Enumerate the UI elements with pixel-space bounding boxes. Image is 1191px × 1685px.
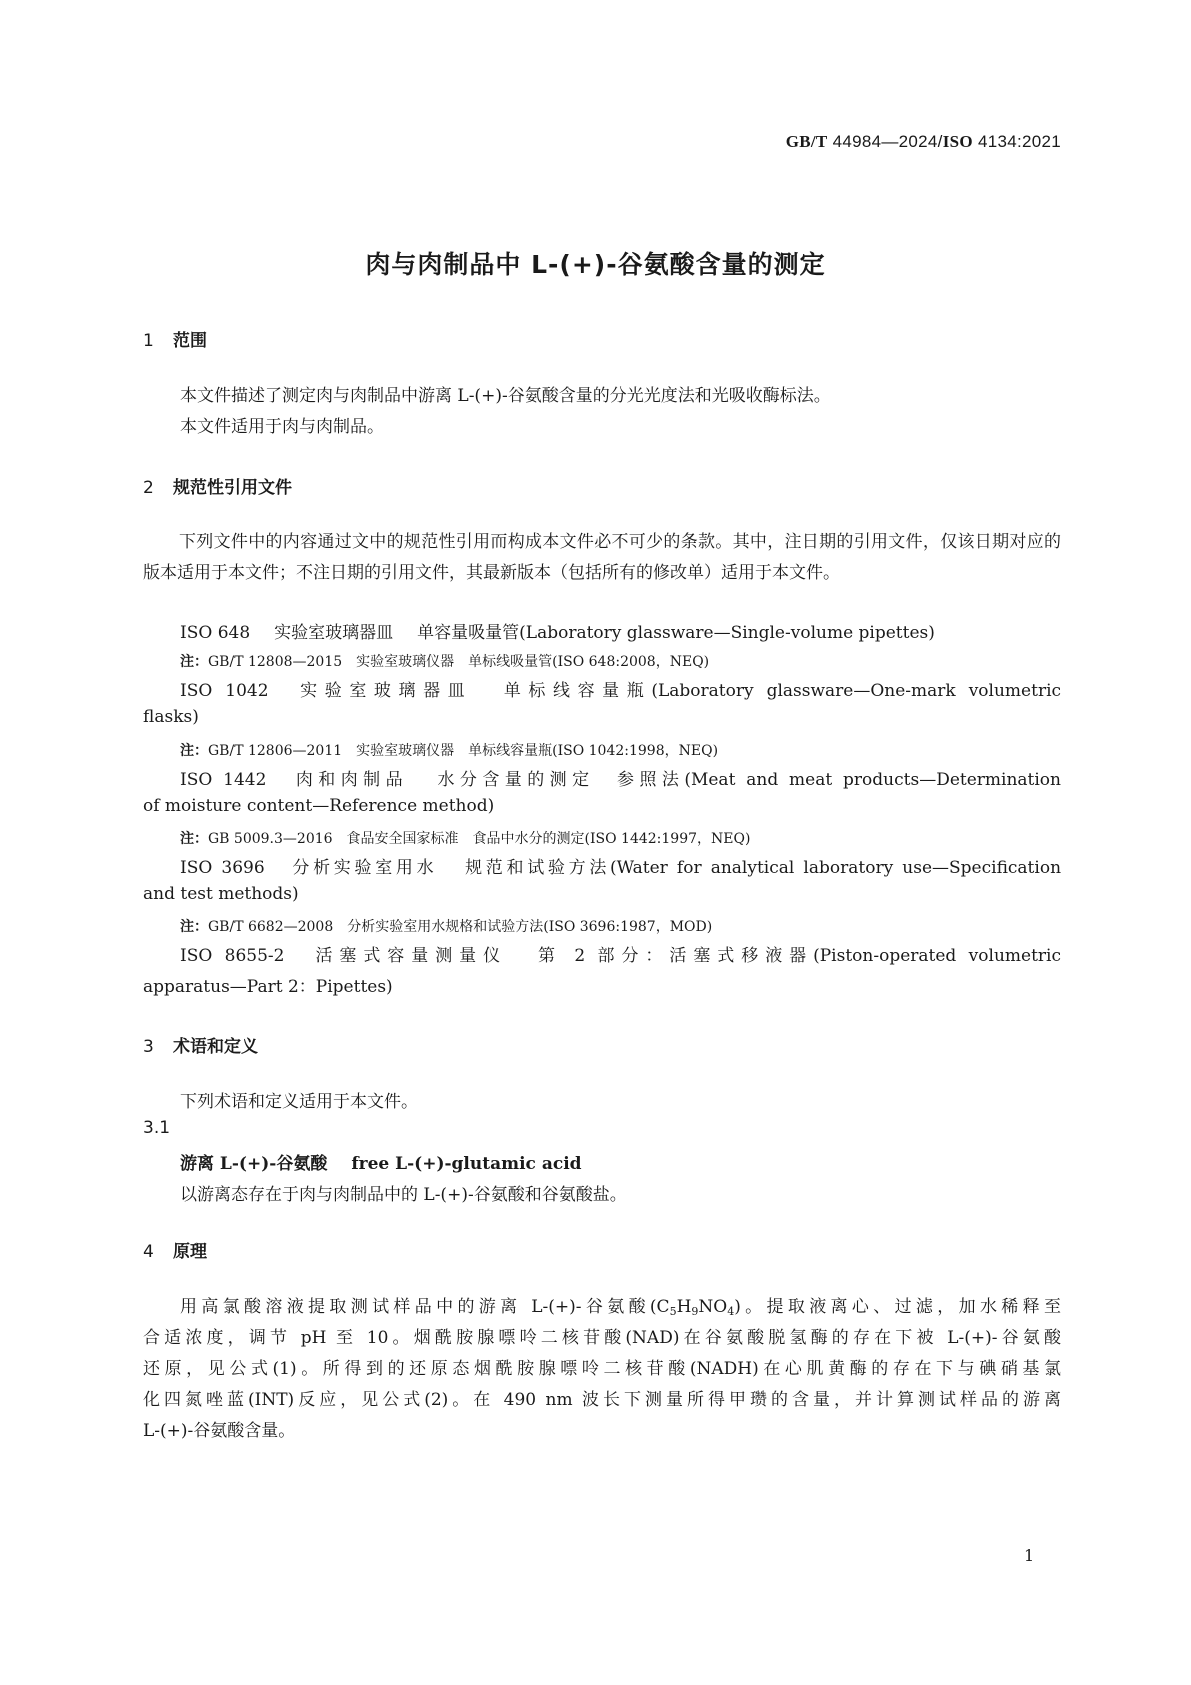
reference-iso-3696: ISO 3696 分析实验室用水 规范和试验方法(Water for analytical laboratory use—Specification — [180, 858, 1062, 878]
reference-continuation: apparatus—Part 2：Pipettes) — [143, 977, 393, 997]
reference-continuation: flasks) — [143, 707, 199, 727]
principle-line-1: 用高氯酸溶液提取测试样品中的游离 L-(+)-谷氨酸$(C_5H_9NO_4)$。提取液离心、过滤，加水稀释至 — [180, 1297, 1061, 1318]
section-heading-principle: 4 原理 — [143, 1242, 207, 1262]
principle-line-4: 化四氮唑蓝(INT)反应，见公式(2)。在 490 nm 波长下测量所得甲瓒的含量，并计算测试样品的游离 — [143, 1390, 1061, 1410]
terms-intro: 下列术语和定义适用于本文件。 — [180, 1092, 418, 1112]
section-heading-scope: 1 范围 — [143, 331, 207, 351]
term-definition: 以游离态存在于肉与肉制品中的 L-(+)-谷氨酸和谷氨酸盐。 — [180, 1185, 627, 1205]
section-heading-terms-definitions: 3 术语和定义 — [143, 1037, 258, 1057]
principle-line-2: 合适浓度，调节 pH 至 10。烟酰胺腺嘌呤二核苷酸(NAD)在谷氨酸脱氢酶的存在下被 L-(+)-谷氨酸 — [143, 1328, 1061, 1348]
reference-note: 注：GB 5009.3—2016 食品安全国家标准 食品中水分的测定(ISO 1442:1997，NEQ) — [180, 831, 751, 847]
section-heading-normative-references: 2 规范性引用文件 — [143, 478, 292, 498]
principle-line-5: L-(+)-谷氨酸含量。 — [143, 1421, 296, 1441]
term-number: 3.1 — [143, 1118, 171, 1138]
standard-code: GB/T 44984—2024/ISO 4134:2021 — [785, 132, 1061, 151]
scope-paragraph-2: 本文件适用于肉与肉制品。 — [180, 417, 384, 437]
reference-continuation: and test methods) — [143, 884, 299, 904]
reference-iso-1442: ISO 1442 肉和肉制品 水分含量的测定 参照法(Meat and meat products—Determination — [180, 770, 1061, 790]
references-intro: 下列文件中的内容通过文中的规范性引用而构成本文件必不可少的条款。其中，注日期的引用文件，仅该日期对应的版本适用于本文件；不注日期的引用文件，其最新版本（包括所有的修改单）适用于本文件。 — [143, 532, 1061, 583]
reference-iso-648: ISO 648 实验室玻璃器皿 单容量吸量管(Laboratory glassware—Single-volume pipettes) — [180, 623, 935, 643]
scope-paragraph-1: 本文件描述了测定肉与肉制品中游离 L-(+)-谷氨酸含量的分光光度法和光吸收酶标法。 — [180, 386, 831, 406]
principle-line-3: 还原，见公式(1)。所得到的还原态烟酰胺腺嘌呤二核苷酸(NADH)在心肌黄酶的存在下与碘硝基氯 — [143, 1359, 1061, 1379]
reference-note: 注：GB/T 12808—2015 实验室玻璃仪器 单标线吸量管(ISO 648:2008，NEQ) — [180, 654, 710, 670]
term-name: 游离 L-(+)-谷氨酸 free L-(+)-glutamic acid — [180, 1154, 582, 1174]
reference-note: 注：GB/T 12806—2011 实验室玻璃仪器 单标线容量瓶(ISO 1042:1998，NEQ) — [180, 743, 719, 759]
reference-iso-1042: ISO 1042 实验室玻璃器皿 单标线容量瓶(Laboratory glassware—One-mark volumetric — [180, 681, 1062, 701]
document-title: 肉与肉制品中 L-(+)-谷氨酸含量的测定 — [365, 250, 826, 279]
reference-note: 注：GB/T 6682—2008 分析实验室用水规格和试验方法(ISO 3696:1987，MOD) — [180, 919, 713, 935]
page-number: 1 — [1024, 1546, 1035, 1565]
reference-iso-8655-2: ISO 8655-2 活塞式容量测量仪 第 2 部分：活塞式移液器(Piston-operated volumetric — [180, 946, 1061, 966]
reference-continuation: of moisture content—Reference method) — [143, 796, 495, 816]
